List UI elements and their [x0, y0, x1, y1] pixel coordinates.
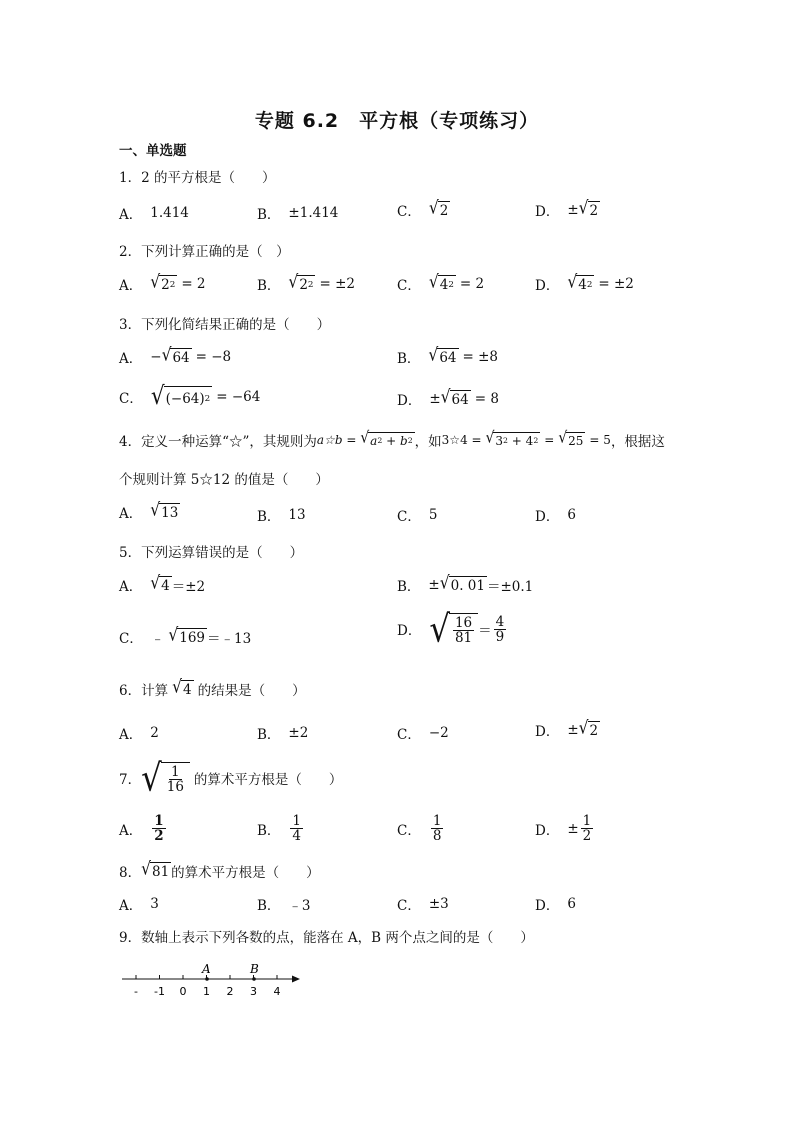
question-6-stem: 6．计算 √ 4 的结果是（ ）	[119, 676, 306, 699]
sqrt-expression: √ 169	[168, 624, 206, 646]
q1-option-a[interactable]: A． 1.414	[119, 205, 189, 223]
q3-option-c[interactable]: C． √ (−64) 2 = −64	[119, 382, 261, 411]
question-1-stem: 1．2 的平方根是（ ）	[119, 170, 276, 186]
q4-option-d[interactable]: D． 6	[535, 507, 576, 525]
q3-option-b[interactable]: B． √ 64 = ±8	[397, 344, 499, 367]
point-a-label: A	[202, 962, 211, 976]
q4-option-c[interactable]: C． 5	[397, 507, 438, 525]
point-a-marker	[205, 977, 209, 981]
sqrt-expression: √ 64	[428, 344, 457, 366]
q5-option-c[interactable]: C． ﹣ √ 169 ＝﹣13	[119, 624, 252, 647]
sqrt-expression: √ 13	[150, 499, 179, 521]
number-line-tick-label: 2	[226, 985, 234, 998]
question-8-stem: 8． √ 81 的算术平方根是（ ）	[119, 858, 320, 881]
sqrt-expression: √ (−64) 2	[150, 382, 211, 411]
q2-option-c[interactable]: C． √ 4 2 = 2	[397, 271, 485, 294]
point-b-marker	[252, 977, 256, 981]
page-title: 专题 6.2 平方根（专项练习）	[254, 110, 540, 132]
q2-option-a[interactable]: A． √ 2 2 = 2	[119, 271, 206, 294]
q3-option-a[interactable]: A． − √ 64 = −8	[119, 344, 232, 367]
question-2-stem: 2．下列计算正确的是（ ）	[119, 244, 290, 260]
number-line-tick-label: -1	[154, 985, 165, 998]
q4-option-b[interactable]: B． 13	[257, 507, 306, 525]
sqrt-expression: √ 4	[150, 572, 170, 594]
sqrt-expression: √ 0. 01	[439, 572, 485, 594]
q6-option-c[interactable]: C． −2	[397, 725, 449, 743]
question-7-stem: 7． √ $\frac{1}{16}$ 的算术平方根是（ ）	[119, 756, 343, 800]
number-line-tick-label: -	[134, 985, 138, 998]
sqrt-expression: √ 2	[578, 717, 599, 739]
q8-option-b[interactable]: B． ﹣3	[257, 898, 311, 914]
q6-option-b[interactable]: B． ±2	[257, 725, 309, 743]
q1-option-b[interactable]: B． ±1.414	[257, 205, 339, 223]
question-9-stem: 9．数轴上表示下列各数的点，能落在 A，B 两个点之间的是（ ）	[119, 930, 534, 946]
q2-option-b[interactable]: B． √ 2 2 = ±2	[257, 271, 355, 294]
q7-option-c[interactable]: C． $\frac{1}{8}$	[397, 813, 442, 845]
question-4-stem: 4．定义一种运算“☆”，其规则为 a☆b = √ a 2 + b 2 ，如 3☆4 = √ 3 2 + 4 2 = √ 25 = 5 ，根据这	[119, 428, 665, 450]
q8-option-c[interactable]: C． ±3	[397, 896, 449, 914]
q8-option-a[interactable]: A． 3	[119, 896, 159, 914]
sqrt-expression: √ 64	[161, 344, 190, 366]
number-line-tick-label: 4	[273, 985, 281, 998]
sqrt-expression: √ 4 2	[567, 271, 593, 293]
number-line-tick-label: 3	[250, 985, 257, 998]
section-heading: 一、单选题	[119, 143, 187, 159]
arrow-right-icon	[292, 976, 300, 983]
number-line	[118, 958, 308, 1000]
q4-option-a[interactable]: A． √ 13	[119, 499, 179, 522]
q5-option-a[interactable]: A． √ 4 ＝±2	[119, 572, 206, 595]
q6-option-a[interactable]: A． 2	[119, 725, 159, 743]
question-4-stem-line2: 个规则计算 5☆12 的值是（ ）	[119, 472, 329, 488]
q8-option-d[interactable]: D． 6	[535, 896, 576, 914]
q7-option-d[interactable]: D． ± $\frac{1}{2}$	[535, 813, 592, 845]
q5-option-d[interactable]: D． √ $\frac{16}{81}$ ＝ $\frac{4}{9}$	[397, 607, 505, 651]
sqrt-expression: √ 2 2	[150, 271, 176, 293]
number-line-tick-label: 1	[203, 985, 210, 998]
sqrt-expression: √ 2	[428, 197, 449, 219]
sqrt-expression: √ $\frac{16}{81}$	[429, 613, 478, 645]
q1-option-c[interactable]: C． √ 2	[397, 197, 449, 220]
q2-option-d[interactable]: D． √ 4 2 = ±2	[535, 271, 634, 294]
q7-option-a[interactable]: A． $\frac{1}{2}$	[119, 813, 164, 845]
q1-option-d[interactable]: D． ± √ 2	[535, 197, 599, 220]
q7-option-b[interactable]: B． $\frac{1}{4}$	[257, 813, 302, 845]
question-5-stem: 5．下列运算错误的是（ ）	[119, 545, 304, 561]
sqrt-expression: √ 2 2	[288, 271, 314, 293]
q3-option-d[interactable]: D． ± √ 64 = 8	[397, 386, 499, 409]
sqrt-expression: √ 4 2	[428, 271, 454, 293]
point-b-label: B	[250, 962, 259, 976]
number-line-tick-label: 0	[179, 985, 187, 998]
q6-option-d[interactable]: D． ± √ 2	[535, 717, 599, 740]
operation-example: 3☆4 = √ 3 2 + 4 2 = √ 25 = 5	[441, 428, 611, 448]
q5-option-b[interactable]: B． ± √ 0. 01 ＝±0.1	[397, 572, 534, 595]
question-3-stem: 3．下列化简结果正确的是（ ）	[119, 317, 331, 333]
sqrt-expression: √ 64	[440, 386, 469, 408]
sqrt-expression: √ 2	[578, 197, 599, 219]
operation-rule: a☆b = √ a 2 + b 2	[316, 428, 413, 448]
